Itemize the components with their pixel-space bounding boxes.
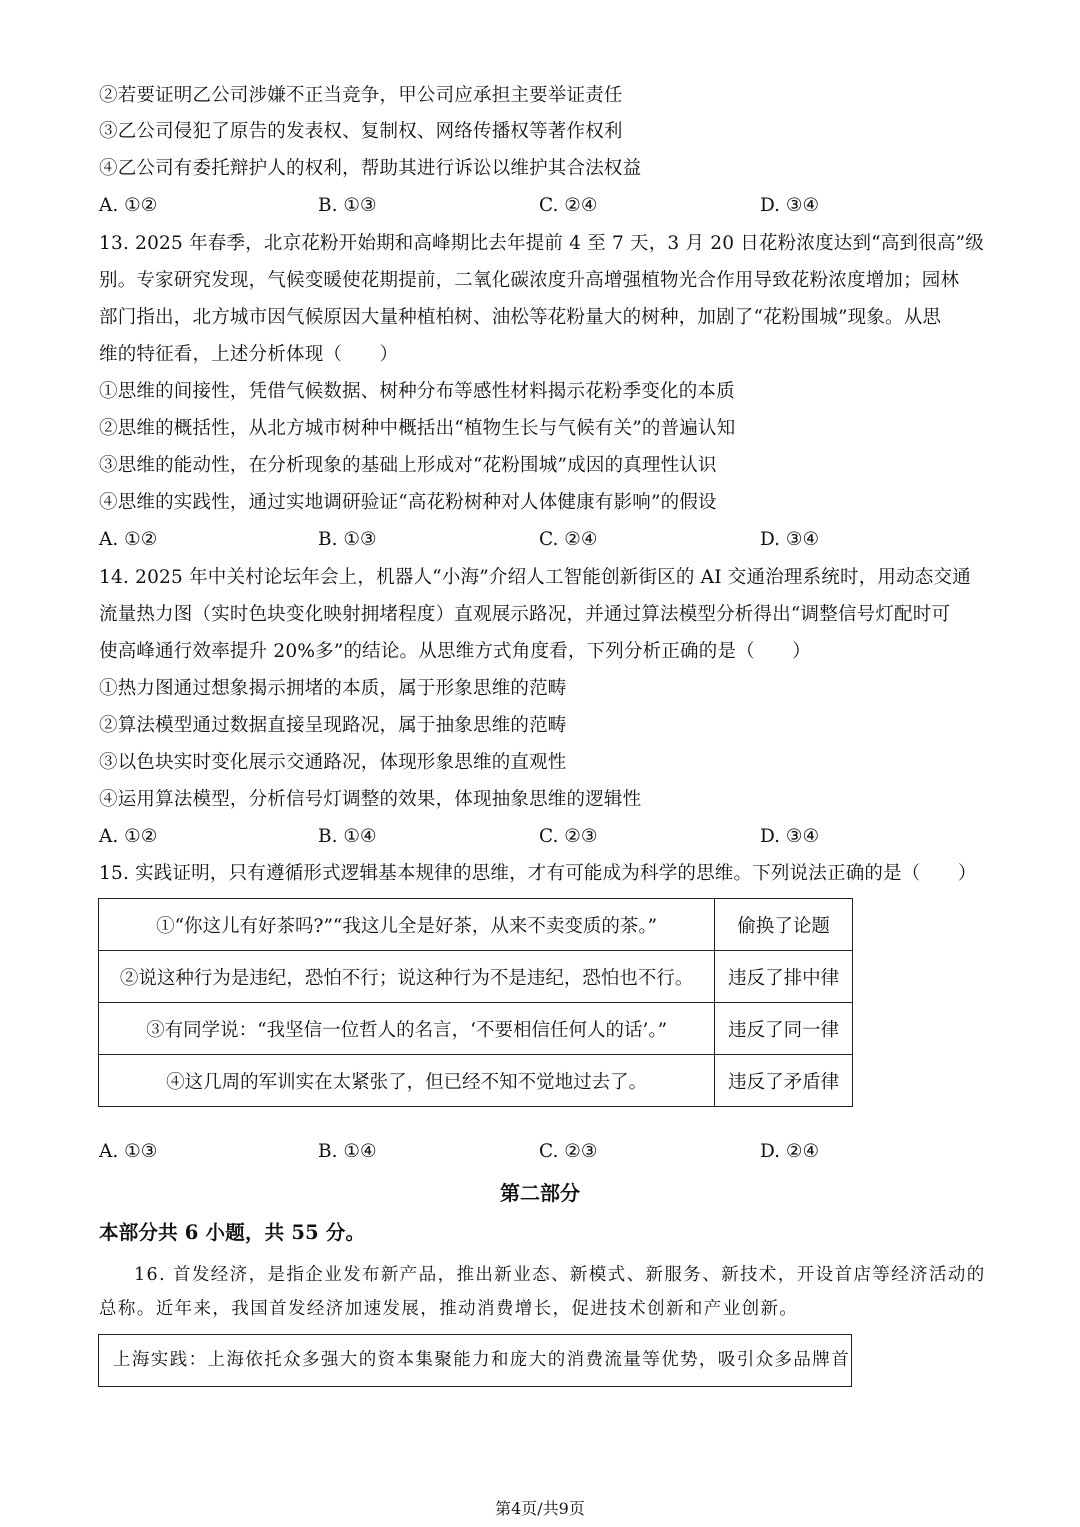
q15-table-row	[99, 951, 853, 1003]
q13-stem-line-4: 维的特征看，上述分析体现（ ）	[99, 344, 399, 365]
q15-table-row	[99, 1003, 853, 1055]
part2-title: 第二部分	[500, 1181, 580, 1205]
q13-option-c: C. ②④	[539, 529, 598, 550]
q14-option-b: B. ①④	[318, 826, 377, 847]
q15-table	[98, 898, 853, 1107]
q16-stem-line-2: 总称。近年来，我国首发经济加速发展，推动消费增长，促进技术创新和产业创新。	[99, 1299, 799, 1319]
q14-item-3: ③以色块实时变化展示交通路况，体现形象思维的直观性	[99, 752, 567, 773]
q15-table-row	[99, 899, 853, 951]
q12-option-c: C. ②④	[539, 195, 598, 216]
q14-item-1: ①热力图通过想象揭示拥堵的本质，属于形象思维的范畴	[99, 678, 567, 699]
q15-statement: ②说这种行为是违纪，恐怕不行；说这种行为不是违纪，恐怕也不行。	[99, 951, 715, 1003]
q15-judgement: 违反了矛盾律	[715, 1055, 853, 1107]
q14-stem-line-3: 使高峰通行效率提升 20%多”的结论。从思维方式角度看，下列分析正确的是（ ）	[99, 641, 811, 662]
q15-option-a: A. ①③	[99, 1141, 158, 1162]
q15-statement: ④这几周的军训实在太紧张了，但已经不知不觉地过去了。	[99, 1055, 715, 1107]
q13-option-a: A. ①②	[99, 529, 158, 550]
q15-option-d: D. ②④	[760, 1141, 820, 1162]
q15-judgement: 偷换了论题	[715, 899, 853, 951]
q12-item-4: ④乙公司有委托辩护人的权利，帮助其进行诉讼以维护其合法权益	[99, 158, 642, 179]
q12-item-3: ③乙公司侵犯了原告的发表权、复制权、网络传播权等著作权利	[99, 121, 623, 142]
page-footer: 第4页/共9页	[495, 1499, 585, 1518]
part2-intro: 本部分共 6 小题，共 55 分。	[99, 1221, 366, 1244]
q16-material-box	[98, 1334, 852, 1387]
q15-option-c: C. ②③	[539, 1141, 598, 1162]
q13-item-4: ④思维的实践性，通过实地调研验证“高花粉树种对人体健康有影响”的假设	[99, 492, 717, 513]
q16-material-text: 上海实践：上海依托众多强大的资本集聚能力和庞大的消费流量等优势，吸引众多品牌首	[113, 1350, 851, 1370]
q16-stem-line-1: 16. 首发经济，是指企业发布新产品，推出新业态、新模式、新服务、新技术，开设首店等经济活动的	[134, 1265, 986, 1285]
q14-item-2: ②算法模型通过数据直接呈现路况，属于抽象思维的范畴	[99, 715, 567, 736]
q14-option-d: D. ③④	[760, 826, 820, 847]
q14-stem-line-1: 14. 2025 年中关村论坛年会上，机器人“小海”介绍人工智能创新街区的 AI 交通治理系统时，用动态交通	[99, 567, 971, 588]
q14-item-4: ④运用算法模型，分析信号灯调整的效果，体现抽象思维的逻辑性	[99, 789, 642, 810]
q14-option-a: A. ①②	[99, 826, 158, 847]
q13-item-2: ②思维的概括性，从北方城市树种中概括出“植物生长与气候有关”的普遍认知	[99, 418, 736, 439]
q13-stem-line-2: 别。专家研究发现，气候变暖使花期提前，二氧化碳浓度升高增强植物光合作用导致花粉浓度增加；园林	[99, 270, 960, 291]
q15-table-row	[99, 1055, 853, 1107]
q12-option-b: B. ①③	[318, 195, 377, 216]
q12-item-2: ②若要证明乙公司涉嫌不正当竞争，甲公司应承担主要举证责任	[99, 85, 623, 106]
q13-stem-line-3: 部门指出，北方城市因气候原因大量种植柏树、油松等花粉量大的树种，加剧了“花粉围城”现象。从思	[99, 307, 942, 328]
q13-option-d: D. ③④	[760, 529, 820, 550]
q15-stem: 15. 实践证明，只有遵循形式逻辑基本规律的思维，才有可能成为科学的思维。下列说法正确的是（ ）	[99, 863, 977, 884]
q14-option-c: C. ②③	[539, 826, 598, 847]
q13-stem-line-1: 13. 2025 年春季，北京花粉开始期和高峰期比去年提前 4 至 7 天，3 月 20 日花粉浓度达到“高到很高”级	[99, 233, 984, 254]
q13-item-1: ①思维的间接性，凭借气候数据、树种分布等感性材料揭示花粉季变化的本质	[99, 381, 735, 402]
q15-judgement: 违反了同一律	[715, 1003, 853, 1055]
q14-stem-line-2: 流量热力图（实时色块变化映射拥堵程度）直观展示路况，并通过算法模型分析得出“调整信号灯配时可	[99, 604, 951, 625]
q13-option-b: B. ①③	[318, 529, 377, 550]
q12-option-d: D. ③④	[760, 195, 820, 216]
q15-option-b: B. ①④	[318, 1141, 377, 1162]
q12-option-a: A. ①②	[99, 195, 158, 216]
q15-statement: ①“你这儿有好茶吗?”“我这儿全是好茶，从来不卖变质的茶。”	[99, 899, 715, 951]
q15-statement: ③有同学说：“我坚信一位哲人的名言，‘不要相信任何人的话’。”	[99, 1003, 715, 1055]
q13-item-3: ③思维的能动性，在分析现象的基础上形成对“花粉围城”成因的真理性认识	[99, 455, 717, 476]
q15-judgement: 违反了排中律	[715, 951, 853, 1003]
